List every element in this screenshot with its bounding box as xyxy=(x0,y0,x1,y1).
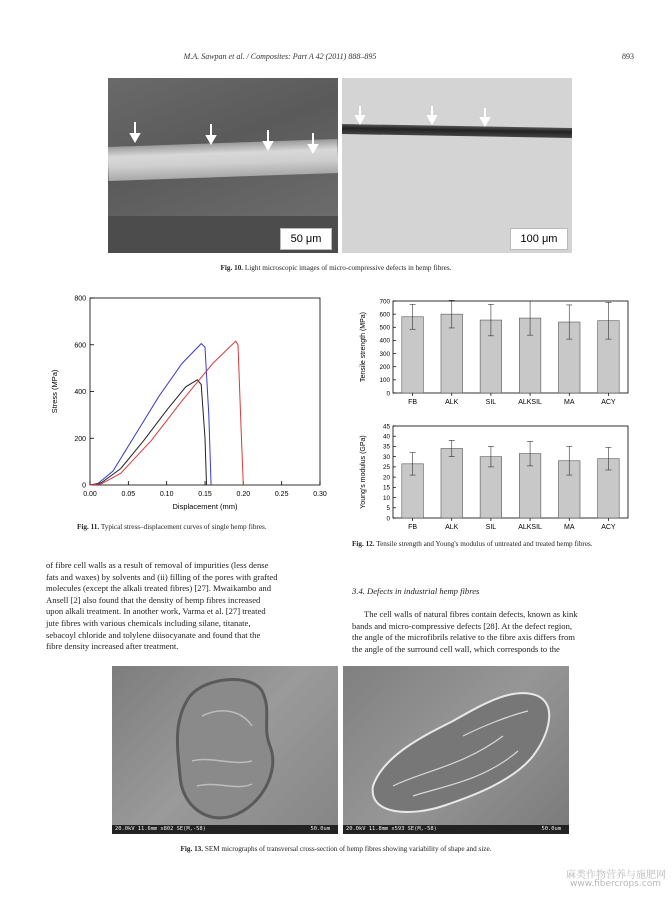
y-axis-label: Young's modulus (GPa) xyxy=(360,435,367,509)
series-line xyxy=(90,341,243,485)
y-tick-label: 0 xyxy=(386,390,390,398)
caption-label: Fig. 11. xyxy=(77,523,100,531)
fig12-tensile-chart xyxy=(353,295,643,415)
caption-text: Tensile strength and Young's modulus of untreated and treated hemp fibres. xyxy=(376,540,593,548)
caption-label: Fig. 13. xyxy=(180,845,204,853)
text-line: sebacoyl chloride and tolylene diisocyanate and found that the xyxy=(46,629,261,640)
text-line: bands and micro-compressive defects [28]. At the defect region, xyxy=(352,620,573,631)
watermark-url: www.fibercrops.com xyxy=(570,879,661,889)
scale-bar-label: 100 μm xyxy=(510,228,568,250)
x-tick-label: ALKSIL xyxy=(518,524,542,531)
scale-bar-label: 50 μm xyxy=(280,228,332,250)
text-line: molecules (except the alkali treated fibres) [27]. Mwaikambo and xyxy=(46,583,272,594)
fig13-caption xyxy=(0,845,672,853)
x-tick-label: FB xyxy=(408,524,418,531)
x-tick-label: 0.05 xyxy=(121,491,136,498)
fig12-caption xyxy=(352,540,640,550)
x-tick-label: ALK xyxy=(445,399,459,406)
plot-frame xyxy=(90,298,320,485)
fig13-right-sem xyxy=(343,666,569,834)
plot-frame xyxy=(393,426,628,518)
y-axis-label: Stress (MPa) xyxy=(50,369,59,414)
y-tick-label: 600 xyxy=(379,311,390,319)
fig11-caption xyxy=(77,523,337,531)
y-tick-label: 5 xyxy=(386,505,390,513)
x-tick-label: ACY xyxy=(601,524,616,531)
text-line: the angle of the microfibrils relative to the fibre axis differs from xyxy=(352,632,575,643)
watermark-chinese: 麻类作物营养与施肥网 xyxy=(566,870,666,881)
right-column-text xyxy=(352,609,640,655)
page-number: 893 xyxy=(622,52,634,61)
x-tick-label: 0.25 xyxy=(274,491,289,498)
y-tick-label: 15 xyxy=(382,484,390,492)
sem-info-bar xyxy=(112,825,338,834)
fig10-right-micrograph xyxy=(342,78,572,253)
text-line: fats and waxes) by solvents and (ii) filling of the pores with grafted xyxy=(46,571,278,582)
y-tick-label: 200 xyxy=(74,435,86,443)
defect-arrows-right xyxy=(342,78,572,253)
y-tick-label: 45 xyxy=(382,423,390,431)
x-tick-label: 0.00 xyxy=(83,491,97,498)
y-tick-label: 500 xyxy=(379,324,390,332)
x-tick-label: MA xyxy=(564,524,575,531)
y-tick-label: 0 xyxy=(386,515,390,523)
fig10-left-micrograph xyxy=(108,78,338,253)
series-line xyxy=(90,344,211,485)
y-tick-label: 400 xyxy=(379,337,390,345)
y-tick-label: 30 xyxy=(382,453,390,461)
left-column-text xyxy=(46,560,333,653)
defect-arrows xyxy=(108,78,338,253)
x-axis-label: Displacement (mm) xyxy=(172,502,238,511)
x-tick-label: ALKSIL xyxy=(518,399,542,406)
sem-info-bar xyxy=(343,825,569,834)
x-tick-label: MA xyxy=(564,399,575,406)
text-line: of fibre cell walls as a result of removal of impurities (less dense xyxy=(46,560,269,570)
fig10-caption xyxy=(0,264,672,272)
y-tick-label: 300 xyxy=(379,350,390,358)
y-tick-label: 40 xyxy=(382,433,390,441)
caption-text: Typical stress–displacement curves of single hemp fibres. xyxy=(100,523,267,531)
text-line: fibre density increased after treatment. xyxy=(46,641,179,652)
caption-text: SEM micrographs of transversal cross-section of hemp fibres showing variability of shape and size. xyxy=(204,845,492,853)
text-line: The cell walls of natural fibres contain defects, known as kink xyxy=(364,609,578,619)
text-line: jute fibres with various chemicals including silane, titanate, xyxy=(46,617,251,628)
fig13-left-sem xyxy=(112,666,338,834)
x-tick-label: ACY xyxy=(601,399,616,406)
y-tick-label: 400 xyxy=(74,389,86,396)
y-axis-label: Tensile strength (MPa) xyxy=(360,311,367,383)
y-tick-label: 200 xyxy=(379,364,390,372)
y-tick-label: 100 xyxy=(379,377,390,385)
fig12-modulus-chart xyxy=(353,420,643,535)
text-line: the angle of the surround cell wall, which corresponds to the xyxy=(352,643,560,654)
fibre-cross-section xyxy=(343,666,569,834)
fig11-chart xyxy=(45,288,345,518)
x-tick-label: 0.10 xyxy=(159,491,174,498)
sem-parameters: 20.0kV 11.8mm x593 SE(M,-58) xyxy=(346,826,437,832)
series-line xyxy=(90,380,207,485)
plot-frame xyxy=(393,301,628,393)
x-tick-label: 0.20 xyxy=(236,491,251,498)
caption-label: Fig. 12. xyxy=(352,540,375,548)
running-head: M.A. Sawpan et al. / Composites: Part A 42 (2011) 888–895 xyxy=(183,52,377,61)
text-line: Ansell [2] also found that the density of hemp fibres increased xyxy=(46,594,261,605)
x-tick-label: 0.15 xyxy=(198,491,212,498)
caption-text: Light microscopic images of micro-compressive defects in hemp fibres. xyxy=(244,264,452,272)
sem-parameters: 20.0kV 11.6mm x802 SE(M,-58) xyxy=(115,826,206,832)
x-tick-label: FB xyxy=(408,399,418,406)
caption-label: Fig. 10. xyxy=(220,264,244,272)
y-tick-label: 800 xyxy=(74,295,86,303)
x-tick-label: SIL xyxy=(485,524,497,531)
y-tick-label: 20 xyxy=(382,474,390,482)
y-tick-label: 0 xyxy=(82,482,86,490)
y-tick-label: 600 xyxy=(74,342,86,350)
y-tick-label: 700 xyxy=(379,298,390,306)
x-tick-label: 0.30 xyxy=(313,491,327,498)
y-tick-label: 25 xyxy=(382,464,390,472)
sem-scale: 50.0um xyxy=(541,826,561,832)
text-line: upon alkali treatment. In another work, Varma et al. [27] treated xyxy=(46,606,266,617)
section-heading: 3.4. Defects in industrial hemp fibres xyxy=(352,586,480,596)
x-tick-label: ALK xyxy=(445,524,459,531)
sem-scale: 50.0um xyxy=(310,826,330,832)
x-tick-label: SIL xyxy=(485,399,497,406)
bar xyxy=(441,448,463,518)
y-tick-label: 10 xyxy=(382,494,390,502)
fibre-cross-section xyxy=(112,666,338,834)
y-tick-label: 35 xyxy=(382,443,390,451)
